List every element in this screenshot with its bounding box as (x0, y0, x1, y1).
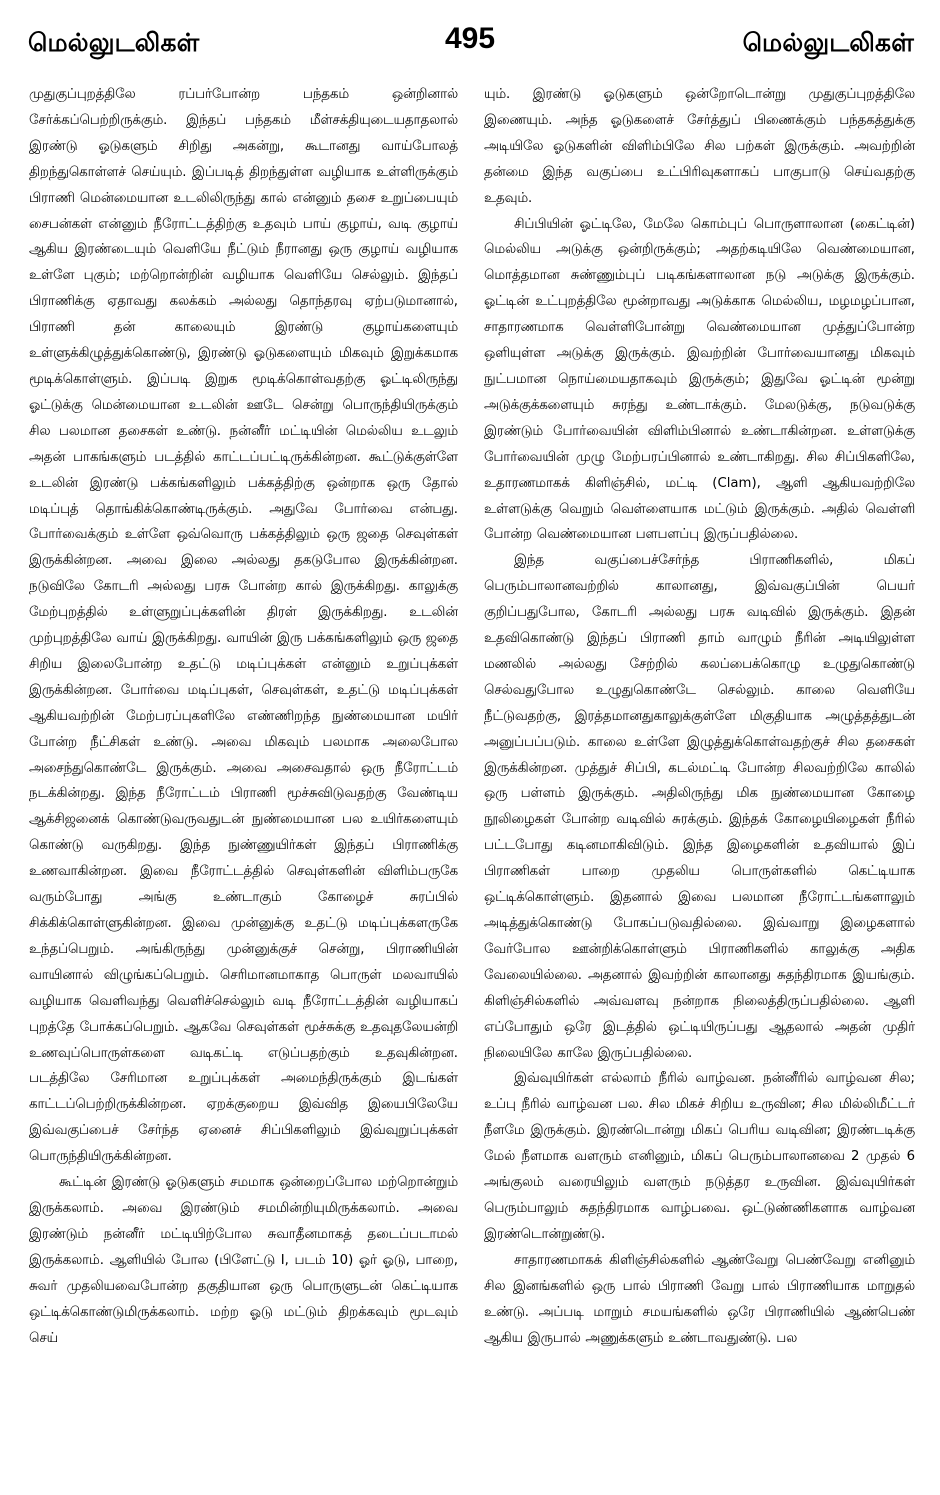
running-head-right: மெல்லுடலிகள் (742, 28, 914, 57)
paragraph: இந்த வகுப்பைச்சேர்ந்த பிராணிகளில், மிகப் பெரும்பாலானவற்றில் காலானது, இவ்வகுப்பின் பெயர் குறிப்பதுபோல, கோடரி அல்லது பரசு வடிவில் இருக்கும். இதன் உதவிகொண்டு இந்தப் பிராணி தாம் வாழும் நீரின் அடியிலுள்ள மணலில் அல்லது சேற்றில் கலப்பைக்கொழு உழுதுகொண்டு செல்வதுபோல உழுதுகொண்டே செல்லும். காலை வெளியே நீட்டுவதற்கு, இரத்தமானதுகாலுக்குள்ளே மிகுதியாக அழுத்தத்துடன் அனுப்பப்படும். காலை உள்ளே இழுத்துக்கொள்வதற்குச் சில தசைகள் இருக்கின்றன. முத்துச் சிப்பி, கடல்மட்டி போன்ற சிலவற்றிலே காலில் ஒரு பள்ளம் இருக்கும். அதிலிருந்து மிக நுண்மையான கோழை நூலிழைகள் போன்ற வடிவில் சுரக்கும். இந்தக் கோழையிழைகள் நீரில் பட்டபோது கடினமாகிவிடும். இந்த இழைகளின் உதவியால் இப் பிராணிகள் பாறை முதலிய பொருள்களில் கெட்டியாக ஒட்டிக்கொள்ளும். இதனால் இவை பலமான நீரோட்டங்களாலும் அடித்துக்கொண்டு போகப்படுவதில்லை. இவ்வாறு இழைகளால் வேர்போல ஊன்றிக்கொள்ளும் பிராணிகளில் காலுக்கு அதிக வேலையில்லை. அதனால் இவற்றின் காலானது சுதந்திரமாக இயங்கும். கிளிஞ்சில்களில் அவ்வளவு நன்றாக நிலைத்திருப்பதில்லை. ஆளி எப்போதும் ஒரே இடத்தில் ஒட்டியிருப்பது ஆதலால் அதன் முதிர் நிலையிலே காலே இருப்பதில்லை. (484, 553, 915, 1061)
paragraph: முதுகுப்புறத்திலே ரப்பர்போன்ற பந்தகம் ஒன்றினால் சேர்க்கப்பெற்றிருக்கும். இந்தப் பந்தகம் மீள்சக்தியுடையதாதலால் இரண்டு ஓடுகளும் சிறிது அகன்று, கூடானது வாய்போலத் திறந்துகொள்ளச் செய்யும். இப்படித் திறந்துள்ள வழியாக உள்ளிருக்கும் பிராணி மென்மையான உடலிலிருந்து கால் என்னும் தசை உறுப்பையும் சைபன்கள் என்னும் நீரோட்டத்திற்கு உதவும் பாய் குழாய், வடி குழாய் ஆகிய இரண்டையும் வெளியே நீட்டும் நீரானது ஒரு குழாய் வழியாக உள்ளே புகும்; மற்றொன்றின் வழியாக வெளியே செல்லும். இந்தப் பிராணிக்கு ஏதாவது கலக்கம் அல்லது தொந்தரவு ஏற்படுமானால், பிராணி தன் காலையும் இரண்டு குழாய்களையும் உள்ளுக்கிழுத்துக்கொண்டு, இரண்டு ஓடுகளையும் மிகவும் இறுக்கமாக மூடிக்கொள்ளும். இப்படி இறுக மூடிக்கொள்வதற்கு ஓட்டிலிருந்து ஓட்டுக்கு மென்மையான உடலின் ஊடே சென்று பொருந்தியிருக்கும் சில பலமான தசைகள் உண்டு. நன்னீர் மட்டியின் மெல்லிய உடலும் அதன் பாகங்களும் படத்தில் காட்டப்பட்டிருக்கின்றன. கூட்டுக்குள்ளே உடலின் இரண்டு பக்கங்களிலும் பக்கத்திற்கு ஒன்றாக ஒரு தோல் மடிப்புத் தொங்கிக்கொண்டிருக்கும். அதுவே போர்வை என்பது. போர்வைக்கும் உள்ளே ஒவ்வொரு பக்கத்திலும் ஒரு ஜதை செவுள்கள் இருக்கின்றன. அவை இலை அல்லது தகடுபோல இருக்கின்றன. நடுவிலே கோடரி அல்லது பரசு போன்ற கால் இருக்கிறது. காலுக்கு மேற்புறத்தில் உள்ளுறுப்புக்களின் திரள் இருக்கிறது. உடலின் முற்புறத்திலே வாய் இருக்கிறது. வாயின் இரு பக்கங்களிலும் ஒரு ஜதை சிறிய இலைபோன்ற உதட்டு மடிப்புக்கள் என்னும் உறுப்புக்கள் இருக்கின்றன. போர்வை மடிப்புகள், செவுள்கள், உதட்டு மடிப்புக்கள் ஆகியவற்றின் மேற்பரப்புகளிலே எண்ணிறந்த நுண்மையான மயிர் போன்ற நீட்சிகள் உண்டு. அவை மிகவும் பலமாக அலைபோல அசைந்துகொண்டே இருக்கும். அவை அசைவதால் ஒரு நீரோட்டம் நடக்கின்றது. இந்த நீரோட்டம் பிராணி மூச்சுவிடுவதற்கு வேண்டிய ஆக்சிஜனைக் கொண்டுவருவதுடன் நுண்மையான பல உயிர்களையும் கொண்டு வருகிறது. இந்த நுண்ணுயிர்கள் இந்தப் பிராணிக்கு உணவாகின்றன. இவை நீரோட்டத்தில் செவுள்களின் விளிம்பருகே வரும்போது அங்கு உண்டாகும் கோழைச் சுரப்பில் சிக்கிக்கொள்ளுகின்றன. இவை முன்னுக்கு உதட்டு மடிப்புக்களருகே உந்தப்பெறும். அங்கிருந்து முன்னுக்குச் சென்று, பிராணியின் வாயினால் விழுங்கப்பெறும். செரிமானமாகாத பொருள் மலவாயில் வழியாக வெளிவந்து வெளிச்செல்லும் வடி நீரோட்டத்தின் வழியாகப் புறத்தே போக்கப்பெறும். ஆகவே செவுள்கள் மூச்சுக்கு உதவுதலேயன்றி உணவுப்பொருள்களை வடிகட்டி எடுப்பதற்கும் உதவுகின்றன. படத்திலே சேரிமான உறுப்புக்கள் அமைந்திருக்கும் இடங்கள் காட்டப்பெற்றிருக்கின்றன. ஏறக்குறைய இவ்வித இயைபிலேயே இவ்வகுப்பைச் சேர்ந்த ஏனைச் சிப்பிகளிலும் இவ்வுறுப்புக்கள் பொருந்தியிருக்கின்றன. (29, 87, 458, 1165)
left-text-column (29, 82, 458, 1472)
page-header (22, 14, 918, 64)
page-number: 495 (444, 22, 496, 55)
paragraph: சாதாரணமாகக் கிளிஞ்சில்களில் ஆண்வேறு பெண்வேறு எனினும் சில இனங்களில் ஒரு பால் பிராணி வேறு பால் பிராணியாக மாறுதல் உண்டு. அப்படி மாறும் சமயங்களில் ஒரே பிராணியில் ஆண்பெண் ஆகிய இருபால் அணுக்களும் உண்டாவதுண்டு. பல (484, 1252, 915, 1346)
paragraph: கூட்டின் இரண்டு ஓடுகளும் சமமாக ஒன்றைப்போல மற்றொன்றும் இருக்கலாம். அவை இரண்டும் சமமின்றியுமிருக்கலாம். அவை இரண்டும் நன்னீர் மட்டியிற்போல சுவாதீனமாகத் தடைப்படாமல் இருக்கலாம். ஆளியில் போல (பிளேட்டு I, படம் 10) ஓர் ஓடு, பாறை, சுவர் முதலியவைபோன்ற தகுதியான ஒரு பொருளுடன் கெட்டியாக ஒட்டிக்கொண்டுமிருக்கலாம். மற்ற ஓடு மட்டும் திறக்கவும் மூடவும் செய் (29, 1175, 458, 1346)
running-head-left: மெல்லுடலிகள் (28, 28, 200, 57)
paragraph: சிப்பியின் ஓட்டிலே, மேலே கொம்புப் பொருளாலான (கைட்டின்) மெல்லிய அடுக்கு ஒன்றிருக்கும்; அதற்கடியிலே வெண்மையான, மொத்தமான சுண்ணும்புப் படிகங்களாலான நடு அடுக்கு இருக்கும். ஓட்டின் உட்புறத்திலே மூன்றாவது அடுக்காக மெல்லிய, மழமழப்பான, சாதாரணமாக வெள்ளிபோன்று வெண்மையான முத்துப்போன்ற ஒளியுள்ள அடுக்கு இருக்கும். இவற்றின் போர்வையானது மிகவும் நுட்பமான நொய்மையதாகவும் இருக்கும்; இதுவே ஓட்டின் மூன்று அடுக்குக்களையும் சுரந்து உண்டாக்கும். மேலடுக்கு, நடுவடுக்கு இரண்டும் போர்வையின் விளிம்பினால் உண்டாகின்றன. உள்ளடுக்கு போர்வையின் முழு மேற்பரப்பினால் உண்டாகிறது. சில சிப்பிகளிலே, உதாரணமாகக் கிளிஞ்சில், மட்டி (Clam), ஆளி ஆகியவற்றிலே உள்ளடுக்கு வெறும் வெள்ளையாக மட்டும் இருக்கும். அதில் வெள்ளி போன்ற வெண்மையான பளபளப்பு இருப்பதில்லை. (484, 216, 915, 543)
paragraph: யும். இரண்டு ஓடுகளும் ஒன்றோடொன்று முதுகுப்புறத்திலே இணையும். அந்த ஓடுகளைச் சேர்த்துப் பிணைக்கும் பந்தகத்துக்கு அடியிலே ஓடுகளின் விளிம்பிலே சில பற்கள் இருக்கும். அவற்றின் தன்மை இந்த வகுப்பை உட்பிரிவுகளாகப் பாகுபாடு செய்வதற்கு உதவும். (484, 87, 915, 206)
right-text-column (484, 82, 915, 1472)
paragraph: இவ்வுயிர்கள் எல்லாம் நீரில் வாழ்வன. நன்னீரில் வாழ்வன சில; உப்பு நீரில் வாழ்வன பல. சில மிகச் சிறிய உருவின; சில மில்லிமீட்டர் நீளமே இருக்கும். இரண்டொன்று மிகப் பெரிய வடிவின; இரண்டடிக்கு மேல் நீளமாக வளரும் எனினும், மிகப் பெரும்பாலானவை 2 முதல் 6 அங்குலம் வரையிலும் வளரும் நடுத்தர உருவின. இவ்வுயிர்கள் பெரும்பாலும் சுதந்திரமாக வாழ்பவை. ஒட்டுண்ணிகளாக வாழ்வன இரண்டொன்றுண்டு. (484, 1071, 915, 1242)
